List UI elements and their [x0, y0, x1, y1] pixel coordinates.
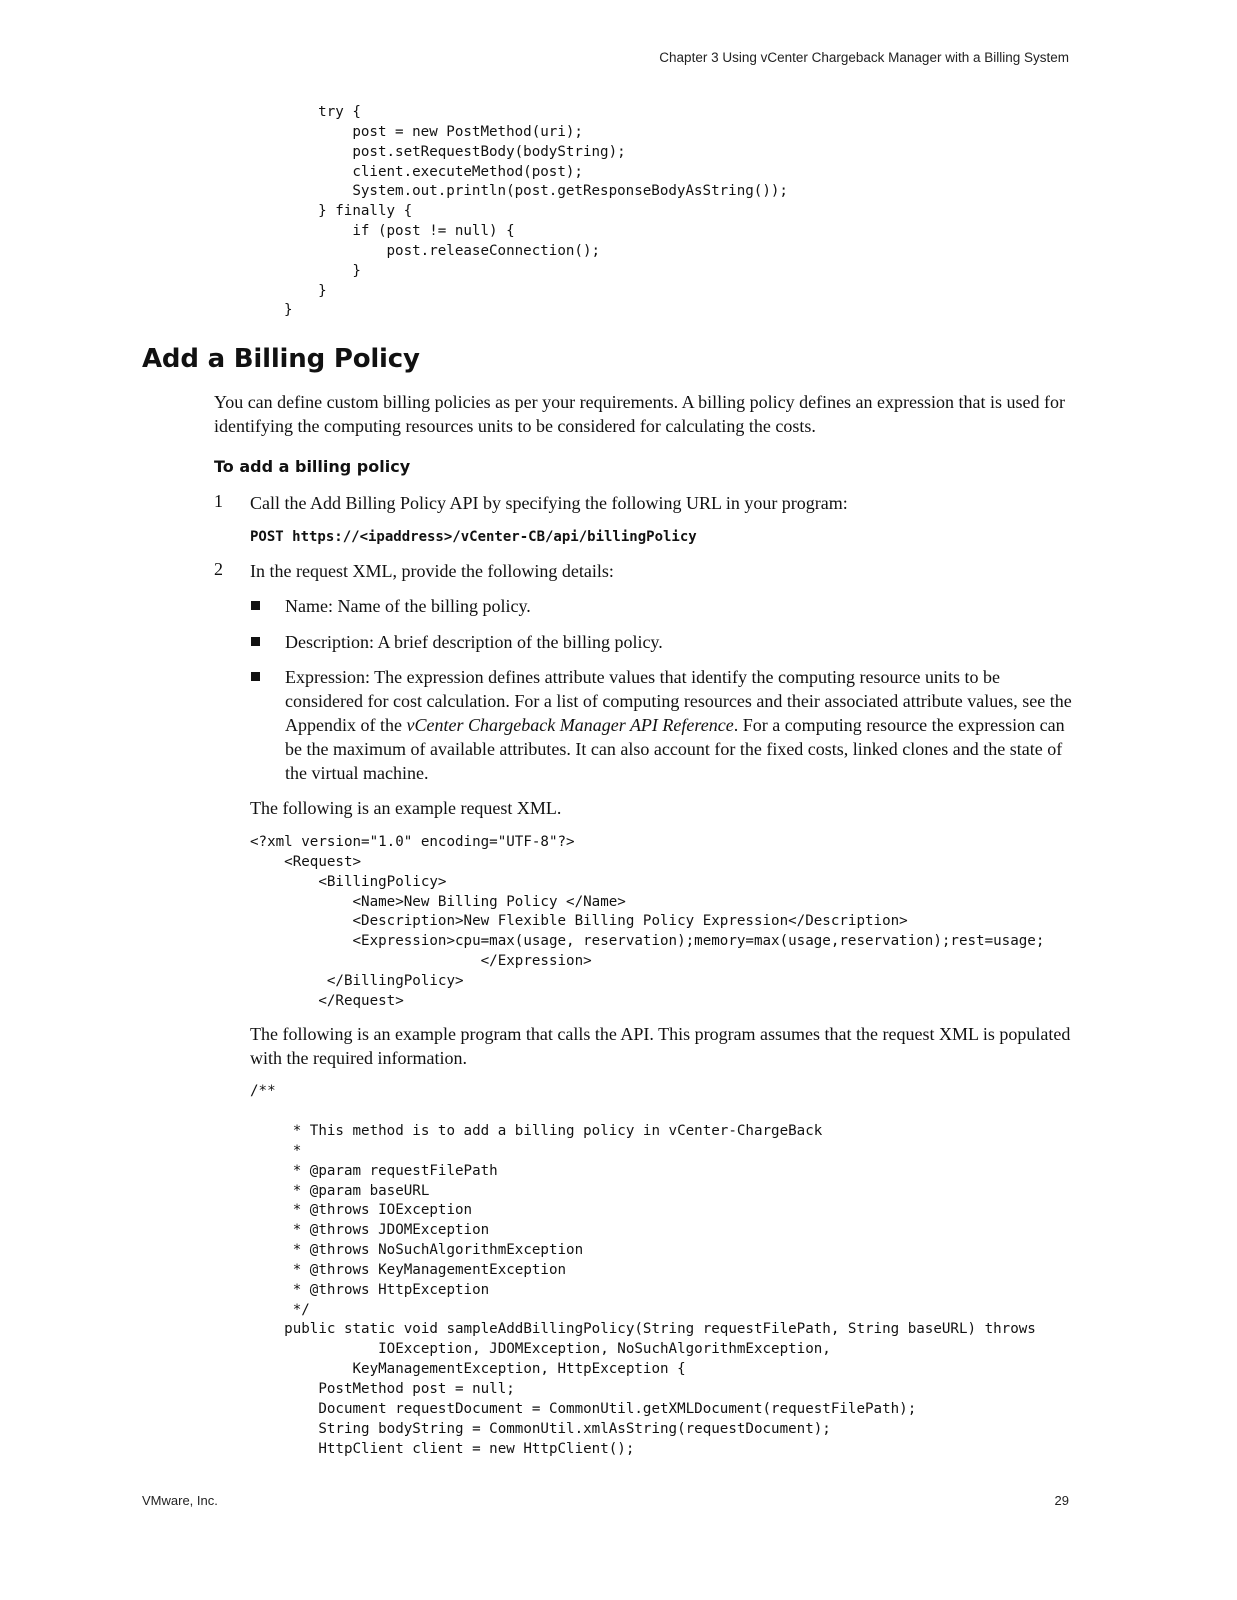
- program-code-listing: * This method is to add a billing policy in vCenter-ChargeBack * * @param requestFilePath * @param baseURL * @throws IOException * @throws JDOMException * @throws NoSuchAlgorithmException * @throws KeyManagementException * @throws HttpException */ public static void sampleAddBillingPolicy(String requestFilePath, String baseURL) throws IOException, JDOMException, NoSuchAlgorithmException, KeyManagementException, HttpException { PostMethod post = null; Document requestDocument = CommonUtil.getXMLDocument(requestFilePath); String bodyString = CommonUtil.xmlAsString(requestDocument); HttpClient client = new HttpClient();: [284, 1123, 1036, 1457]
- bullet-marker: [251, 637, 260, 646]
- step-text: Call the Add Billing Policy API by specifying the following URL in your program:: [250, 493, 848, 513]
- step-number: 1: [214, 491, 223, 511]
- bullet-marker: [251, 672, 260, 681]
- step-number: 2: [214, 559, 223, 579]
- procedure-heading: To add a billing policy: [214, 457, 411, 476]
- code-comment-open: /**: [250, 1083, 276, 1099]
- xml-code-listing: <?xml version="1.0" encoding="UTF-8"?> <Request> <BillingPolicy> <Name>New Billing Policy </Name> <Description>New Flexible Billing Policy Expression</Description> <Expression>cpu=max(usage, reservation);memory=max(usage,reservation);rest=usage; </Expression> </BillingPolicy> </Request>: [250, 834, 1045, 1009]
- example-xml-intro: The following is an example request XML.: [250, 798, 562, 818]
- bullet-item-description: Description: A brief description of the billing policy.: [285, 632, 663, 652]
- bullet-item-name: Name: Name of the billing policy.: [285, 596, 531, 616]
- footer-company: VMware, Inc.: [142, 1493, 218, 1508]
- intro-paragraph: You can define custom billing policies as per your requirements. A billing policy defines an expression that is used for identifying the computing resources units to be considered for calculating the costs.: [214, 392, 1066, 436]
- example-program-intro: The following is an example program that calls the API. This program assumes that the request XML is populated with the required information.: [250, 1024, 1071, 1068]
- page-number: 29: [1054, 1493, 1069, 1508]
- bullet-item-expression: [285, 665, 1075, 785]
- code-listing-top: try { post = new PostMethod(uri); post.setRequestBody(bodyString); client.executeMethod(post); System.out.println(post.getResponseBodyAsString()); } finally { if (post != null) { post.releaseConnection(); } } }: [284, 104, 788, 319]
- running-header: Chapter 3 Using vCenter Chargeback Manager with a Billing System: [659, 50, 1069, 65]
- api-url: POST https://<ipaddress>/vCenter-CB/api/billingPolicy: [250, 529, 697, 545]
- section-title: Add a Billing Policy: [142, 344, 420, 374]
- api-reference-title: vCenter Chargeback Manager API Reference: [406, 715, 734, 735]
- step-text: In the request XML, provide the following details:: [250, 561, 614, 581]
- expression-text-cont: . For a computing resource the expression can be the maximum of available attributes. It can also account for the fixed costs, linked clones and the state of the virtual machine.: [285, 715, 1065, 783]
- bullet-marker: [251, 601, 260, 610]
- expression-text: Expression: The expression defines attribute values that identify the computing resource units to be considered for cost calculation. For a list of computing resources and their associated attribute values, see the Appendix of the: [285, 667, 1072, 735]
